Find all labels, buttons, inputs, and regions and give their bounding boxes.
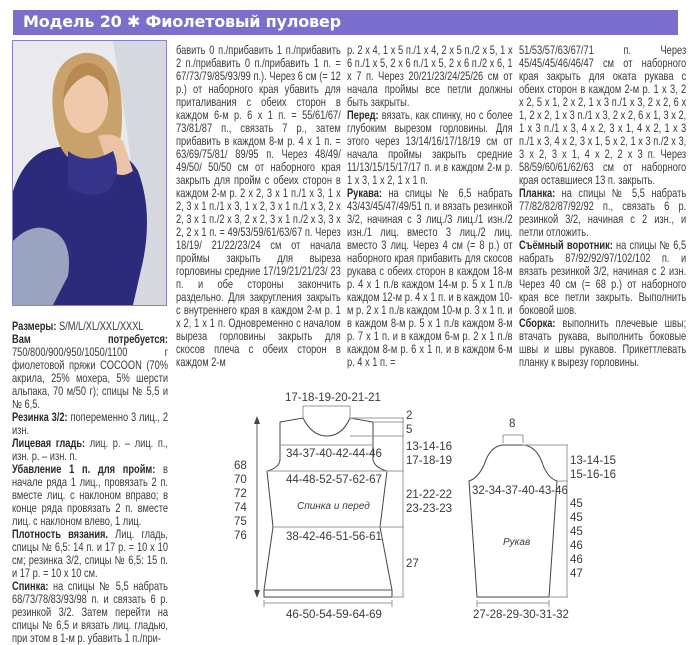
text: р. 2 х 4, 1 х 5 п./1 х 4, 2 х 5 п./2 х 5, 1 х 6 п./1 х 5, 2 х 6 п./1 х 5, 2 х 6 п./2 х 6, 1 х 7 п. Через 20/21/23/24/25/26 см от начала проймы все петли должны быть закрыты. (347, 44, 513, 109)
hem-waist-label: 27 (406, 558, 419, 570)
text: бавить 0 п./прибавить 1 п./прибавить 2 п./прибавить 0 п./прибавить 1 п. = 67/73/79/85/93/99 п.). Через 6 см (= 12 р.) от наборного края убавить для приталивания с обеих сторон в каждом 6-м р. 6 х 1 п. = 55/61/67/ 73/81/87 п., связать 7 р., затем прибавить в каждом 8-м р. 4 х 1 п. = 63/69/75/81/ 89/95 п. Через 48/49/ 49/50/ 50/50 см от наборного края закрыть для пройм с обеих сторон в каждом 2-м р. 2 х 2, 3 х 1 п./1 х 3, 1 х 2, 3 х 1 п./1 х 3, 1 х 2, 3 х 1 п./1 х 3, 2 х 2, 3 х 1 п./2 х 3, 2 х 2, 3 х 1 п./2 х 3, 3 х 2, 2 х 1 п. = 49/53/59/61/63/67 п. Через 18/19/ 21/22/23/24 см от начала проймы закрыть для выреза горловины средние 17/19/21/21/23/ 23 п. и обе стороны закончить раздельно. Для закругления закрыть с внутреннего края в каждом 2-м р. 1 х 2, 1 х 1 п. Одновременно с началом выреза горловины закрыть для скосов плеча с обеих сторон в каждом 2-м (176, 44, 341, 369)
label: Сборка: (519, 317, 556, 330)
waist-armhole-label-1: 21-22-22 (406, 489, 453, 501)
label: Размеры: (12, 320, 57, 333)
cap-top-label: 8 (509, 418, 516, 430)
text: вязать, как спинку, но с более глубоким вырезом горловины. Для этого через 13/14/16/17/18/19 см от начала проймы закрыть средние 11/13/15/15/17/17 п. и в каждом 2-м р. 1 х 3, 1 х 2, 1 х 1 п. (347, 109, 513, 187)
length-label-6: 76 (234, 530, 247, 542)
text: 750/800/900/950/1050/1100 г фиолетовой пряжи COCOON (70% акрила, 25% мохера, 5% шерсти альпака, 70 м/50 г); спицы № 5,5 и № 6,5. (12, 346, 168, 411)
armhole-height-label-1: 13-14-16 (406, 441, 453, 453)
sleeve-length-label-4: 46 (570, 540, 583, 552)
sleeve-length-label-5: 46 (570, 554, 583, 566)
waist-label: 38-42-46-51-56-61 (286, 531, 382, 543)
label: Спинка: (12, 580, 49, 593)
length-label-1: 68 (234, 460, 247, 472)
text: попеременно 3 лиц., 2 изн. (12, 411, 168, 437)
shoulder-drop-label: 5 (406, 424, 413, 436)
sleeve-length-label-1: 45 (570, 498, 583, 510)
sleeve-length-label-3: 45 (570, 526, 583, 538)
length-label-3: 72 (234, 488, 247, 500)
upper-sleeve-label: 32-34-37-40-43-46 (472, 485, 568, 497)
label: Вам потребуется: (12, 333, 168, 346)
cap-height-label-2: 15-16-16 (570, 469, 617, 481)
text: 51/53/57/63/67/71 п. Через 45/45/45/46/46/47 см от наборного края закрыть для оката рукава с обеих сторон в каждом 2-м р. 1 х 3, 2 х 2, 5 х 1, 2 х 2, 1 х 3 п./1 х 3, 2 х 2, 6 х 1, 2 х 2, 1 х 3 п./1 х 3, 2 х 2, 6 х 1, 3 х 2, 1 х 3 п./1 х 3, 4 х 2, 3 х 1, 4 х 2, 1 х 3 п./1 х 3, 4 х 2, 3 х 1, 5 х 2, 1 х 3 п./2 х 3, 3 х 2, 3 х 1, 4 х 2, 2 х 3 п. Через 58/59/60/61/62/63 см от наборного края оставшиеся 13 п. закрыть. (519, 44, 687, 187)
text: на спицы № 5,5 набрать 68/73/78/83/93/98 п. и связать 6 р. резинкой 3/2. Затем перейти на спицы № 6,5 и вязать лиц. гладью, при этом в 1-м р. убавить 1 п./при- (12, 580, 168, 645)
waist-armhole-label-2: 23-23-23 (406, 503, 453, 515)
neck-depth-label: 2 (406, 410, 413, 422)
hem-label: 46-50-54-59-64-69 (286, 609, 382, 621)
label: Убавление 1 п. для пройм: (12, 463, 156, 476)
text: выполнить плечевые швы; втачать рукава, выполнить боковые швы и швы рукавов. Прикеттлевать планку к вырезу горловины. (519, 317, 687, 369)
label: Планка: (519, 187, 556, 200)
text: Лиц. гладь, спицы № 6,5: 14 п. и 17 р. = 10 х 10 см; резинка 3/2, спицы № 6,5: 15 п. и 17 р. = 10 х 10 см. (12, 528, 168, 580)
upper-chest-label: 34-37-40-42-44-46 (286, 448, 382, 460)
neck-width-label: 17-18-19-20-21-21 (285, 392, 381, 404)
text: S/M/L/XL/XXL/XXXL (56, 320, 144, 333)
text: лиц. р. – лиц. п., изн. р. – изн. п. (12, 437, 168, 463)
length-label-2: 70 (234, 474, 247, 486)
length-label-4: 74 (234, 502, 247, 514)
label: Съёмный воротник: (519, 239, 613, 252)
sleeve-length-label-2: 45 (570, 512, 583, 524)
sleeve-schematic (469, 435, 568, 607)
text: на спицы № 6,5 набрать 43/43/45/47/49/51 п. и вязать резинкой 3/2, начиная с 3 лиц./3 лиц./1 изн./2 изн./1 лиц. вместо 3 лиц./2 лиц. вместо 3 лиц. Через 4 см (= 8 р.) от наборного края прибавить для скосов рукава с обеих сторон в каждом 18-м р. 4 х 1 п./в каждом 14-м р. 5 х 1 п./в каждом 12-м р. 4 х 1 п. и в каждом 10-м р. 2 х 1 п./в каждом 10-м р. 3 х 1 п. и в каждом 8-м р. 5 х 1 п./в каждом 8-м р. 7 х 1 п. и в каждом 6-м р. 2 х 1 п./в каждом 8-м р. 6 х 1 п. и в каждом 6-м р. 4 х 1 п. = (347, 187, 513, 369)
cap-height-label-1: 13-14-15 (570, 455, 617, 467)
body-piece-name: Спинка и перед (297, 501, 370, 512)
label: Рукава: (347, 187, 382, 200)
sleeve-length-label-6: 47 (570, 568, 583, 580)
cuff-label: 27-28-29-30-31-32 (473, 609, 569, 621)
label: Резинка 3/2: (12, 411, 68, 424)
armhole-height-label-2: 17-18-19 (406, 455, 453, 467)
text: на спицы № 6,5 набрать 87/92/92/97/102/102 п. и вязать резинкой 3/2, начиная с 2 изн. Через 40 см (= 68 р.) от наборного края все петли закрыть. Выполнить боковой шов. (519, 239, 687, 317)
separator-icon: ✱ (126, 12, 141, 31)
model-number: Модель 20 (23, 12, 122, 31)
text: в начале ряда 1 лиц., провязать 2 п. вместе лиц. с наклоном вправо; в конце ряда провязать 2 п. вместе лиц. с наклоном влево, 1 лиц. (12, 463, 168, 528)
label: Плотность вязания. (12, 528, 109, 541)
text: на спицы № 5,5 набрать 77/82/82/87/92/92 п., связать 6 р. резинкой 3/2, начиная с 2 изн., и петли отложить. (519, 187, 687, 239)
sleeve-piece-name: Рукав (503, 537, 531, 548)
model-title: Фиолетовый пуловер (145, 12, 341, 31)
bust-label: 44-48-52-57-62-67 (286, 474, 382, 486)
length-label-5: 75 (234, 516, 247, 528)
label: Перед: (347, 109, 379, 122)
label: Лицевая гладь: (12, 437, 86, 450)
